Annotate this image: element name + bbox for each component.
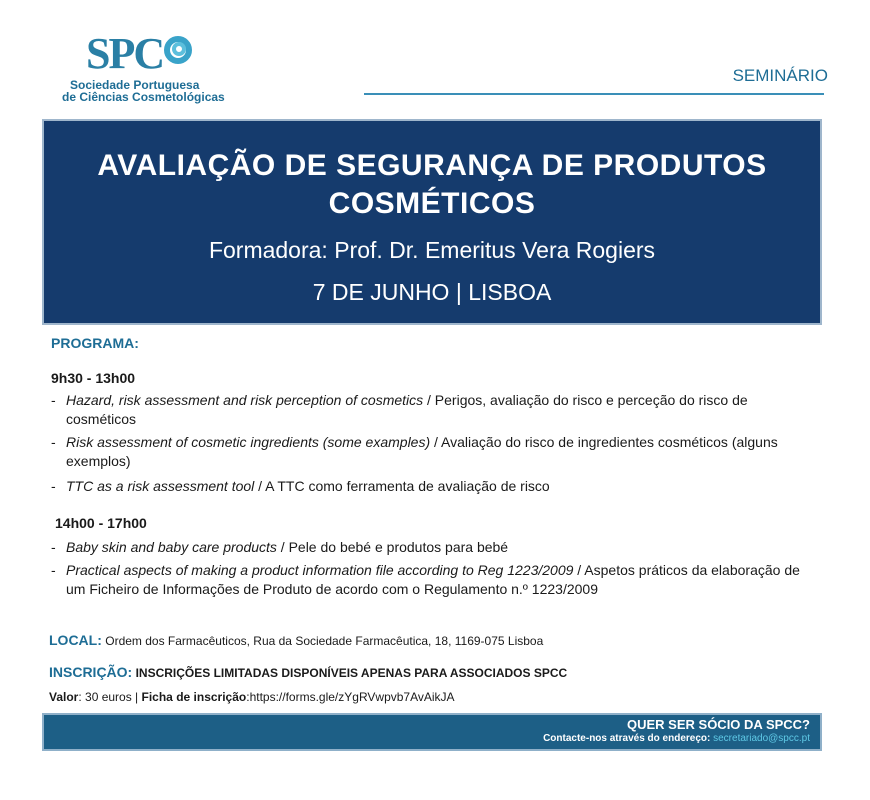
venue-line xyxy=(49,632,543,648)
program-item-portuguese: / Pele do bebé e produtos para bebé xyxy=(276,539,509,555)
seminar-title: AVALIAÇÃO DE SEGURANÇA DE PRODUTOS COSMÉTICOS xyxy=(97,149,767,220)
program-item-english: Baby skin and baby care products xyxy=(66,539,277,555)
venue-address: Ordem dos Farmacêuticos, Rua da Sociedade Farmacêutica, 18, 1169-075 Lisboa xyxy=(105,634,544,648)
membership-footer xyxy=(42,713,822,751)
list-dash: - xyxy=(51,392,56,408)
program-item-portuguese: / Perigos, avaliação do risco e perceção do risco de cosméticos xyxy=(66,392,748,427)
program-item xyxy=(51,477,811,496)
venue-label: LOCAL: xyxy=(49,632,102,648)
logo-ring-inner-icon xyxy=(172,42,186,56)
hero-banner xyxy=(42,119,822,325)
header-divider xyxy=(364,93,824,95)
session-time-morning: 9h30 - 13h00 xyxy=(51,370,136,386)
logo-name-line1: Sociedade Portuguesa xyxy=(70,78,200,92)
program-item-portuguese: / Aspetos práticos da elaboração de um Ficheiro de Informações de Produto de acordo com o Regulamento n.º 1223/2009 xyxy=(66,562,800,597)
session-time-afternoon: 14h00 - 17h00 xyxy=(55,515,147,531)
list-dash: - xyxy=(51,478,56,494)
list-dash: - xyxy=(51,539,56,555)
contact-email-link[interactable]: secretariado@spcc.pt xyxy=(713,733,810,744)
contact-line xyxy=(543,733,810,744)
list-dash: - xyxy=(51,434,56,450)
logo-name-line2: de Ciências Cosmetológicas xyxy=(62,90,225,104)
program-item xyxy=(51,538,811,557)
list-dash: - xyxy=(51,562,56,578)
program-item-english: Hazard, risk assessment and risk perception of cosmetics xyxy=(66,392,424,408)
registration-form-link[interactable]: :https://forms.gle/zYgRVwpvb7AvAikJA xyxy=(246,690,455,704)
registration-line xyxy=(49,664,567,680)
contact-text: Contacte-nos através do endereço: xyxy=(543,733,714,744)
programa-heading: PROGRAMA: xyxy=(51,335,139,351)
spcc-logo xyxy=(62,30,262,102)
membership-question: QUER SER SÓCIO DA SPCC? xyxy=(627,717,810,732)
logo-mark: SPC xyxy=(86,29,164,78)
program-item-portuguese: / A TTC como ferramenta de avaliação de risco xyxy=(254,478,550,494)
program-item xyxy=(51,433,811,471)
date-place-line: 7 DE JUNHO | LISBOA xyxy=(312,279,552,305)
program-item xyxy=(51,391,811,429)
price-label: Valor xyxy=(49,690,79,704)
price-line xyxy=(49,690,455,704)
registration-form-label: Ficha de inscrição xyxy=(141,690,247,704)
program-item-english: Practical aspects of making a product information file according to Reg 1223/2009 xyxy=(66,562,574,578)
program-item xyxy=(51,561,811,599)
registration-label: INSCRIÇÃO: xyxy=(49,664,133,680)
program-item-english: TTC as a risk assessment tool xyxy=(66,478,255,494)
registration-note: INSCRIÇÕES LIMITADAS DISPONÍVEIS APENAS PARA ASSOCIADOS SPCC xyxy=(135,666,568,680)
program-item-english: Risk assessment of cosmetic ingredients (some examples) xyxy=(66,434,431,450)
event-type-label: SEMINÁRIO xyxy=(732,66,828,85)
trainer-line: Formadora: Prof. Dr. Emeritus Vera Rogiers xyxy=(208,237,656,263)
price-value: : 30 euros | xyxy=(78,690,142,704)
program-item-portuguese: / Avaliação do risco de ingredientes cosméticos (alguns exemplos) xyxy=(66,434,778,469)
